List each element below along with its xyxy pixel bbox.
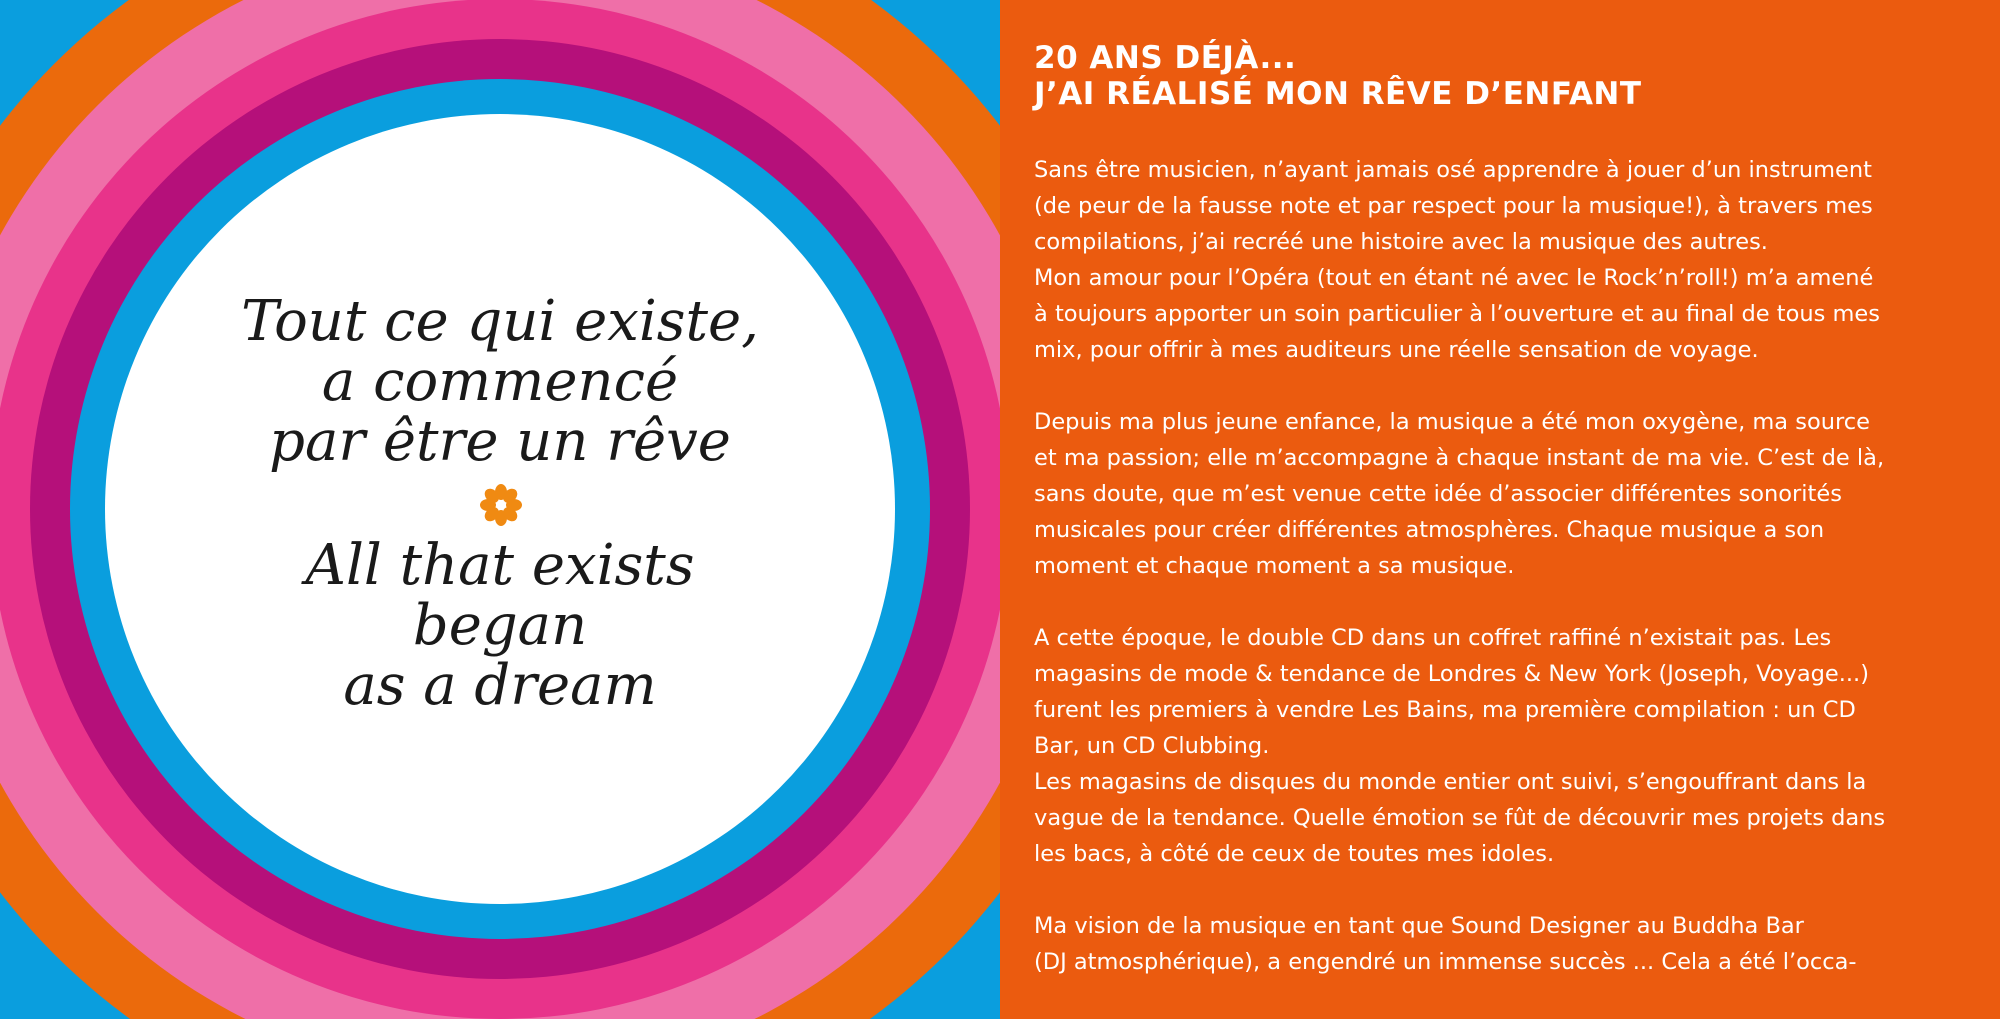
text-line: musicales pour créer différentes atmosphères. Chaque musique a son: [1034, 517, 1825, 543]
quote-en-line-3: as a dream: [343, 653, 657, 718]
quote-en-line-1: All that exists: [305, 533, 695, 598]
text-line: (DJ atmosphérique), a engendré un immense succès ... Cela a été l’occa-: [1034, 949, 1857, 975]
paragraph-2: [1034, 404, 1974, 584]
text-line: Bar, un CD Clubbing.: [1034, 733, 1270, 759]
text-line: Ma vision de la musique en tant que Sound Designer au Buddha Bar: [1034, 913, 1804, 939]
quote-fr-line-2: a commencé: [321, 349, 679, 414]
page-heading: [1034, 40, 1974, 112]
quote-fr-line-1: Tout ce qui existe,: [241, 289, 759, 354]
heading-line-2: J’AI RÉALISÉ MON RÊVE D’ENFANT: [1034, 76, 1642, 112]
text-line: et ma passion; elle m’accompagne à chaque instant de ma vie. C’est de là,: [1034, 445, 1885, 471]
paragraph-gap: [1034, 368, 1974, 404]
text-line: compilations, j’ai recréé une histoire avec la musique des autres.: [1034, 229, 1768, 255]
text-line: moment et chaque moment a sa musique.: [1034, 553, 1515, 579]
text-line: (de peur de la fausse note et par respect pour la musique!), à travers mes: [1034, 193, 1873, 219]
text-line: Les magasins de disques du monde entier ont suivi, s’engouffrant dans la: [1034, 769, 1867, 795]
text-line: Depuis ma plus jeune enfance, la musique a été mon oxygène, ma source: [1034, 409, 1870, 435]
body-text: [1034, 152, 1974, 980]
paragraph-gap: [1034, 872, 1974, 908]
text-line: magasins de mode & tendance de Londres & New York (Joseph, Voyage...): [1034, 661, 1869, 687]
heading-line-1: 20 ANS DÉJÀ...: [1034, 40, 1297, 76]
paragraph-4: [1034, 908, 1974, 980]
text-line: les bacs, à côté de ceux de toutes mes idoles.: [1034, 841, 1555, 867]
flower-icon: [480, 484, 522, 526]
text-line: furent les premiers à vendre Les Bains, ma première compilation : un CD: [1034, 697, 1856, 723]
text-line: vague de la tendance. Quelle émotion se fût de découvrir mes projets dans: [1034, 805, 1886, 831]
text-line: à toujours apporter un soin particulier à l’ouverture et au final de tous mes: [1034, 301, 1880, 327]
paragraph-1: [1034, 152, 1974, 368]
quote-fr-line-3: par être un rêve: [269, 409, 731, 474]
quote-en-line-2: began: [412, 593, 588, 658]
text-line: Sans être musicien, n’ayant jamais osé apprendre à jouer d’un instrument: [1034, 157, 1872, 183]
text-line: sans doute, que m’est venue cette idée d’associer différentes sonorités: [1034, 481, 1842, 507]
paragraph-3: [1034, 620, 1974, 872]
text-page: [1000, 0, 2000, 1019]
text-line: A cette époque, le double CD dans un coffret raffiné n’existait pas. Les: [1034, 625, 1832, 651]
text-line: mix, pour offrir à mes auditeurs une réelle sensation de voyage.: [1034, 337, 1759, 363]
text-line: Mon amour pour l’Opéra (tout en étant né avec le Rock’n’roll!) m’a amené: [1034, 265, 1874, 291]
paragraph-gap: [1034, 584, 1974, 620]
